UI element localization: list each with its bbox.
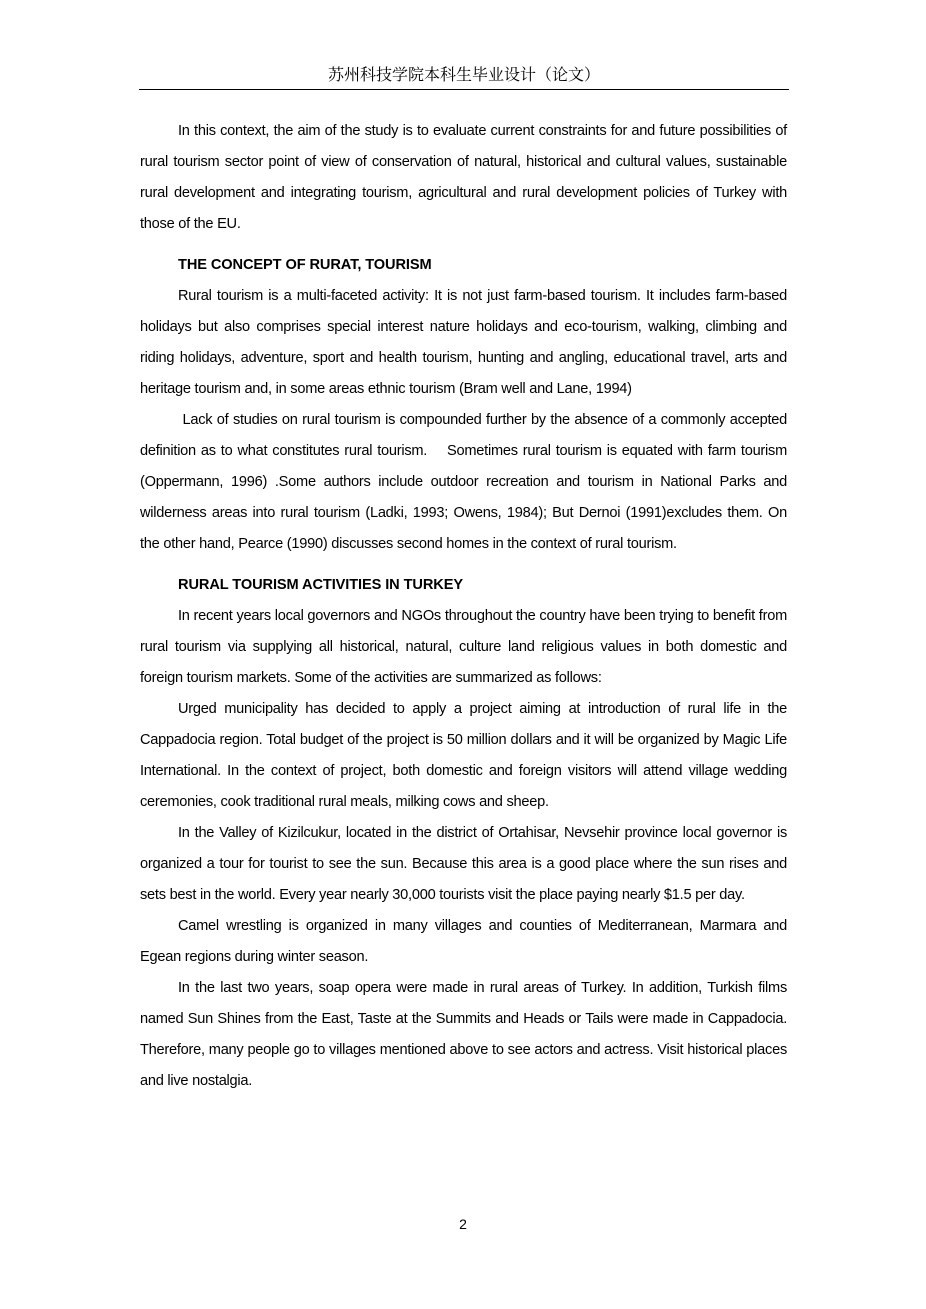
page-number: 2 bbox=[459, 1216, 467, 1232]
section-heading-concept: THE CONCEPT OF RURAT, TOURISM bbox=[178, 257, 432, 273]
section-heading-activities: RURAL TOURISM ACTIVITIES IN TURKEY bbox=[178, 577, 463, 593]
document-body bbox=[140, 116, 791, 1097]
paragraph-soap-opera: In the last two years, soap opera were made in rural areas of Turkey. In addition, Turkish films named Sun Shines from the East, Taste at the Summits and Heads or Tails were made in Cappadocia. Therefore, many people go to villages mentioned above to see actors and actress. Visit historical places and live nostalgia. bbox=[140, 980, 787, 1089]
paragraph-cappadocia-project: Urged municipality has decided to apply a project aiming at introduction of rural life in the Cappadocia region. Total budget of the project is 50 million dollars and it will be organized by Magic Life International. In the context of project, both domestic and foreign visitors will attend village wedding ceremonies, cook traditional rural meals, milking cows and sheep. bbox=[140, 701, 787, 810]
paragraph-lack-of-studies: Lack of studies on rural tourism is compounded further by the absence of a commonly accepted definition as to what constitutes rural tourism. Sometimes rural tourism is equated with farm tourism (Oppermann, 1996) .Some authors include outdoor recreation and tourism in National Parks and wilderness areas into rural tourism (Ladki, 1993; Owens, 1984); But Dernoi (1991)excludes them. On the other hand, Pearce (1990) discusses second homes in the context of rural tourism. bbox=[140, 412, 791, 552]
page-header: 苏州科技学院本科生毕业设计（论文） bbox=[139, 63, 789, 90]
paragraph-recent-years: In recent years local governors and NGOs throughout the country have been trying to benefit from rural tourism via supplying all historical, natural, culture land religious values in both domestic and foreign tourism markets. Some of the activities are summarized as follows: bbox=[140, 608, 787, 686]
paragraph-kizilcukur: In the Valley of Kizilcukur, located in the district of Ortahisar, Nevsehir province local governor is organized a tour for tourist to see the sun. Because this area is a good place where the sun rises and sets best in the world. Every year nearly 30,000 tourists visit the place paying nearly $1.5 per day. bbox=[140, 825, 787, 903]
paragraph-definition: Rural tourism is a multi-faceted activity: It is not just farm-based tourism. It includes farm-based holidays but also comprises special interest nature holidays and eco-tourism, walking, climbing and riding holidays, adventure, sport and health tourism, hunting and angling, educational travel, arts and heritage tourism and, in some areas ethnic tourism (Bram well and Lane, 1994) bbox=[140, 288, 787, 397]
paragraph-camel-wrestling: Camel wrestling is organized in many villages and counties of Mediterranean, Marmara and Egean regions during winter season. bbox=[140, 918, 787, 965]
paragraph-context: In this context, the aim of the study is to evaluate current constraints for and future possibilities of rural tourism sector point of view of conservation of natural, historical and cultural values, sustainable rural development and integrating tourism, agricultural and rural development policies of Turkey with those of the EU. bbox=[140, 123, 787, 232]
